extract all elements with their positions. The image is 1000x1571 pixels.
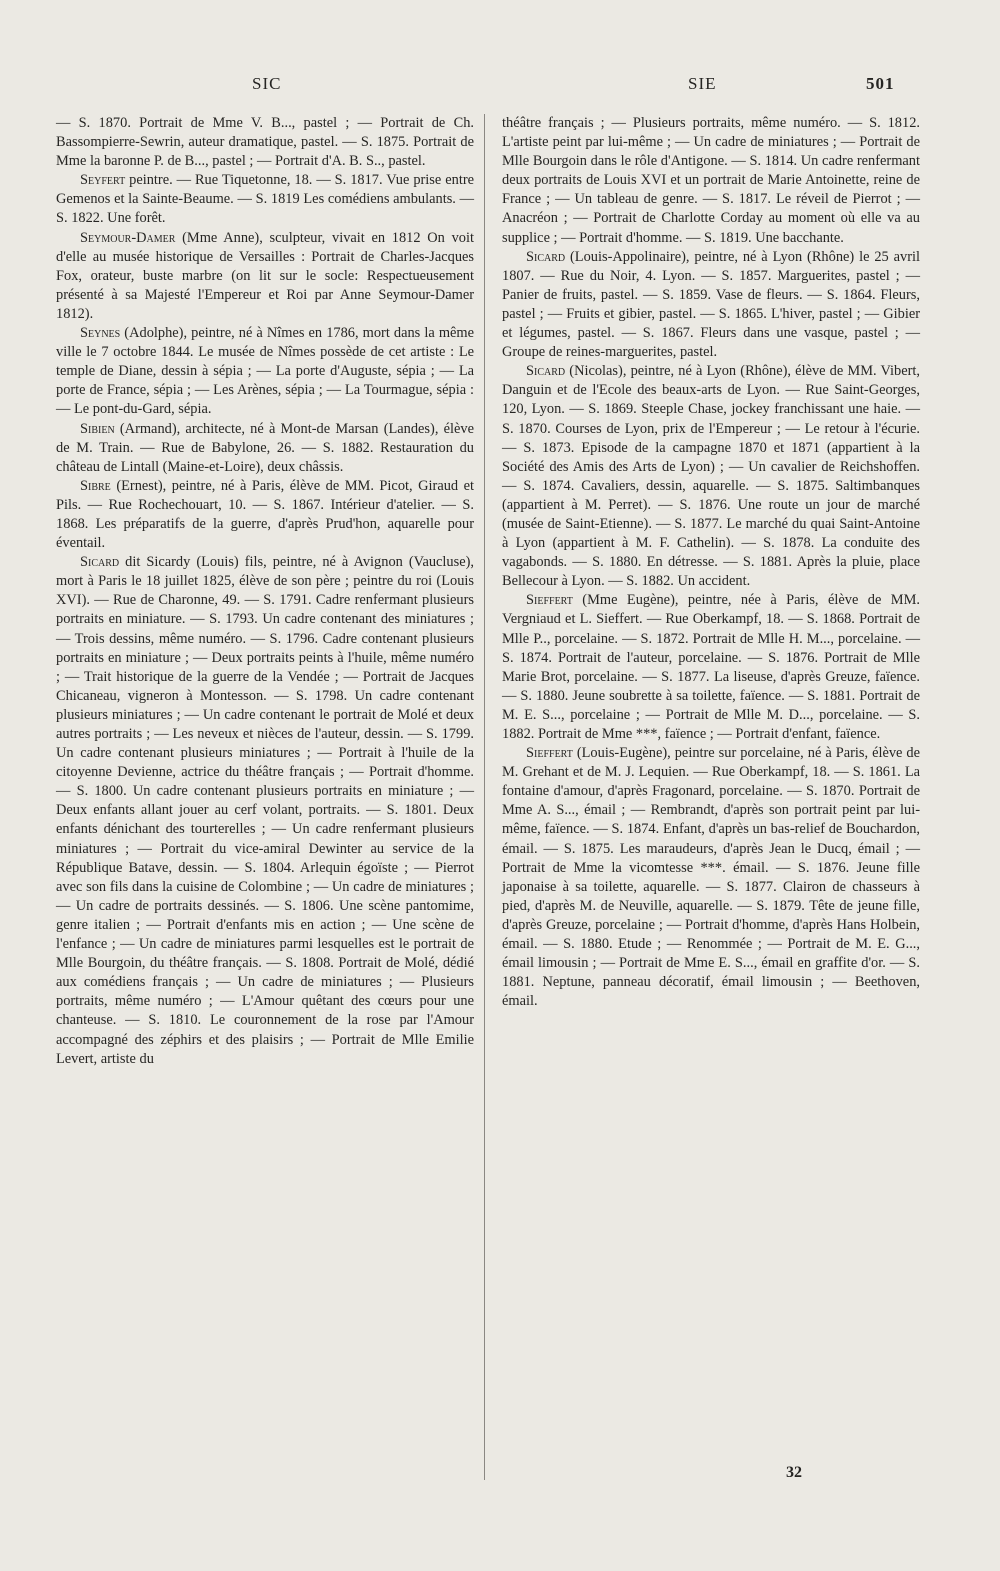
entry-name: Sicard <box>80 554 120 571</box>
entry-name: Sieffert <box>526 745 573 762</box>
entry <box>56 477 474 553</box>
entry <box>56 324 474 419</box>
entry <box>56 229 474 324</box>
left-column <box>56 114 474 1069</box>
column-divider <box>484 114 485 1480</box>
right-column <box>502 114 920 1011</box>
entry <box>56 171 474 228</box>
entry-name: Seynes <box>80 325 121 342</box>
entry-name: Sibien <box>80 420 115 437</box>
entry-text: (Armand), architecte, né à Mont-de Marsan (Landes), élève de M. Train. — Rue de Babylone, 26. — S. 1882. Restauration du château de Lintall (Maine-et-Loire), deux châssis. <box>56 420 474 475</box>
entry-text: (Louis-Eugène), peintre sur porcelaine, né à Paris, élève de M. Grehant et de M. J. Lequien. — Rue Oberkampf, 18. — S. 1861. La fontaine d'amour, d'après Fragonard, porcelaine. — S. 1870. Portrait de Mme A. S..., émail ; — Rembrandt, d'après son portrait peint par lui-même, faïence. — S. 1874. Enfant, d'après un bas-relief de Bouchardon, émail. — S. 1875. Les maraudeurs, d'après Jean le Ducq, émail ; — Portrait de Mme la vicomtesse ***. émail. — S. 1876. Jeune fille japonaise à sa toilette, aquarelle. — S. 1877. Clairon de chasseurs à pied, d'après M. de Neuville, aquarelle. — S. 1879. Tête de jeune fille, d'après Greuze, porcelaine ; — Portrait d'homme, d'après Hans Holbein, émail. — S. 1880. Etude ; — Renommée ; — Portrait de M. E. G..., émail limousin ; — Portrait de Mme E. S..., émail en graffite d'or. — S. 1881. Neptune, panneau décoratif, émail limousin ; — Beethoven, émail. <box>502 745 920 1010</box>
entry-text: (Mme Eugène), peintre, née à Paris, élève de MM. Vergniaud et L. Sieffert. — Rue Oberkampf, 18. — S. 1868. Portrait de Mlle P.., porcelaine. — S. 1872. Portrait de Mlle H. M..., porcelaine. — S. 1874. Portrait de l'auteur, porcelaine. — S. 1876. Portrait de Mlle Marie Brot, porcelaine. — S. 1877. La liseuse, d'après Greuze, faïence. — S. 1880. Jeune soubrette à sa toilette, faïence. — S. 1881. Portrait de M. E. S..., porcelaine ; — Portrait de Mlle M. D..., porcelaine. — S. 1882. Portrait de Mme ***, faïence ; — Portrait d'enfant, faïence. <box>502 592 920 742</box>
entry-name: Sibre <box>80 477 111 494</box>
entry <box>502 744 920 1011</box>
entry-text: (Nicolas), peintre, né à Lyon (Rhône), élève de MM. Vibert, Danguin et de l'Ecole des beaux-arts de Lyon. — Rue Saint-Georges, 120, Lyon. — S. 1869. Steeple Chase, jockey franchissant une haie. — S. 1870. Courses de Lyon, prix de l'Empereur ; — Le retour à l'écurie. — S. 1873. Episode de la campagne 1870 et 1871 (appartient à la Société des Amis des Arts de Lyon) ; — Un cavalier de Reichshoffen. — S. 1874. Cavaliers, dessin, aquarelle. — S. 1875. Saltimbanques (appartient à M. Perret). — S. 1876. Une route un jour de marché (musée de Saint-Etienne). — S. 1877. Le marché du quai Saint-Antoine à Lyon (appartient à M. F. Cathelin). — S. 1878. La conduite des vagabonds. — S. 1880. En détresse. — S. 1881. Après la pluie, place Bellecour à Lyon. — S. 1882. Un accident. <box>502 363 920 590</box>
entry-name: Seyfert <box>80 172 126 189</box>
entry <box>56 420 474 477</box>
entry <box>56 114 474 171</box>
entry-text: peintre. — Rue Tiquetonne, 18. — S. 1817. Vue prise entre Gemenos et la Sainte-Beaume. — S. 1819 Les comédiens ambulants. — S. 1822. Une forêt. <box>56 172 474 227</box>
running-head-right: SIE <box>688 74 717 93</box>
entry-name: Sieffert <box>526 592 573 609</box>
entry <box>502 114 920 248</box>
entry-text: (Adolphe), peintre, né à Nîmes en 1786, mort dans la même ville le 7 octobre 1844. Le musée de Nîmes possède de cet artiste : Le temple de Diane, dessin à sépia ; — La porte d'Auguste, sépia ; — La porte de France, sépia ; — Les Arènes, sépia ; — La Tourmague, sépia : — Le pont-du-Gard, sépia. <box>56 325 474 418</box>
entry-text: théâtre français ; — Plusieurs portraits, même numéro. — S. 1812. L'artiste peint par lui-même ; — Un cadre de miniatures ; — Portrait de Mlle Bourgoin dans le rôle d'Antigone. — S. 1814. Un cadre renfermant deux portraits de Louis XVI et un portrait de Marie Antoinette, reine de France ; — Un tableau de genre. — S. 1817. Le réveil de Pierrot ; — Anacréon ; — Portrait de Charlotte Corday au moment où elle va au supplice ; — Portrait d'homme. — S. 1819. Une bacchante. <box>502 115 920 246</box>
entry <box>502 591 920 744</box>
entry <box>502 362 920 591</box>
entry-text: — S. 1870. Portrait de Mme V. B..., pastel ; — Portrait de Ch. Bassompierre-Sewrin, auteur dramatique, pastel. — S. 1875. Portrait de Mme la baronne P. de B..., pastel ; — Portrait d'A. B. S.., pastel. <box>56 115 474 170</box>
page-number: 501 <box>866 74 895 93</box>
entry-text: (Mme Anne), sculpteur, vivait en 1812 On voit d'elle au musée historique de Versailles : Portrait de Charles-Jacques Fox, orateur, buste marbre (on lit sur le socle: Respectueusement présenté à sa Majesté l'Empereur et Roi par Anne Seymour-Damer 1812). <box>56 229 474 322</box>
running-head-left: SIC <box>252 74 282 93</box>
entry-name: Seymour-Damer <box>80 229 176 246</box>
entry-text: dit Sicardy (Louis) fils, peintre, né à Avignon (Vaucluse), mort à Paris le 18 juillet 1825, élève de son père ; peintre du roi (Louis XVI). — Rue de Charonne, 49. — S. 1791. Cadre renfermant plusieurs portraits en miniature. — S. 1793. Un cadre contenant des miniatures ; — Trois dessins, même numéro. — S. 1796. Cadre contenant plusieurs portraits en miniature ; — Deux portraits peints à l'huile, même numéro ; — Trait historique de la guerre de la Vendée ; — Portrait de Jacques Chicaneau, vigneron à Montesson. — S. 1798. Un cadre contenant plusieurs miniatures ; — Un cadre contenant le portrait de Molé et deux autres portraits ; — Les neveux et nièces de l'auteur, dessin. — S. 1799. Un cadre contenant plusieurs miniatures ; — Portrait à l'huile de la citoyenne Devienne, actrice du théâtre français ; — Portrait d'homme. — S. 1800. Un cadre contenant plusieurs portraits en miniature ; — Deux enfants allant jouer au cerf volant, portraits. — S. 1801. Deux enfants dénichant des tourterelles ; — Un cadre renfermant plusieurs miniatures ; — Portrait du vice-amiral Dewinter au service de la République Batave, dessin. — S. 1804. Arlequin égoïste ; — Pierrot avec son fils dans la cuisine de Colombine ; — Un cadre de miniatures ; — Un cadre de portraits dessinés. — S. 1806. Une scène pantomime, genre italien ; — Portrait d'enfants mis en action ; — Une scène de l'enfance ; — Un cadre de miniatures parmi lesquelles est le portrait de Mlle Bourgoin, du théâtre français. — S. 1808. Portrait de Molé, dédié aux comédiens français ; — Un cadre de miniatures ; — Plusieurs portraits, même numéro ; — L'Amour quêtant des cœurs pour une chanteuse. — S. 1810. Le couronnement de la rose par l'Amour accompagné des zéphirs et des plaisirs ; — Portrait de Mlle Emilie Levert, artiste du <box>56 554 474 1067</box>
entry-name: Sicard <box>526 248 566 265</box>
signature-mark: 32 <box>786 1464 802 1481</box>
entry-text: (Louis-Appolinaire), peintre, né à Lyon (Rhône) le 25 avril 1807. — Rue du Noir, 4. Lyon. — S. 1857. Marguerites, pastel ; — Panier de fruits, pastel. — S. 1859. Vase de fleurs. — S. 1864. Fleurs, pastel ; — Fruits et gibier, pastel. — S. 1865. L'hiver, pastel ; — Gibier et légumes, pastel. — S. 1867. Fleurs dans une vasque, pastel ; — Groupe de reines-marguerites, pastel. <box>502 248 920 361</box>
entry <box>56 553 474 1069</box>
entry-text: (Ernest), peintre, né à Paris, élève de MM. Picot, Giraud et Pils. — Rue Rochechouart, 10. — S. 1867. Intérieur d'atelier. — S. 1868. Les préparatifs de la guerre, d'après Prud'hon, aquarelle pour éventail. <box>56 477 474 552</box>
entry-name: Sicard <box>526 363 566 380</box>
entry <box>502 248 920 363</box>
